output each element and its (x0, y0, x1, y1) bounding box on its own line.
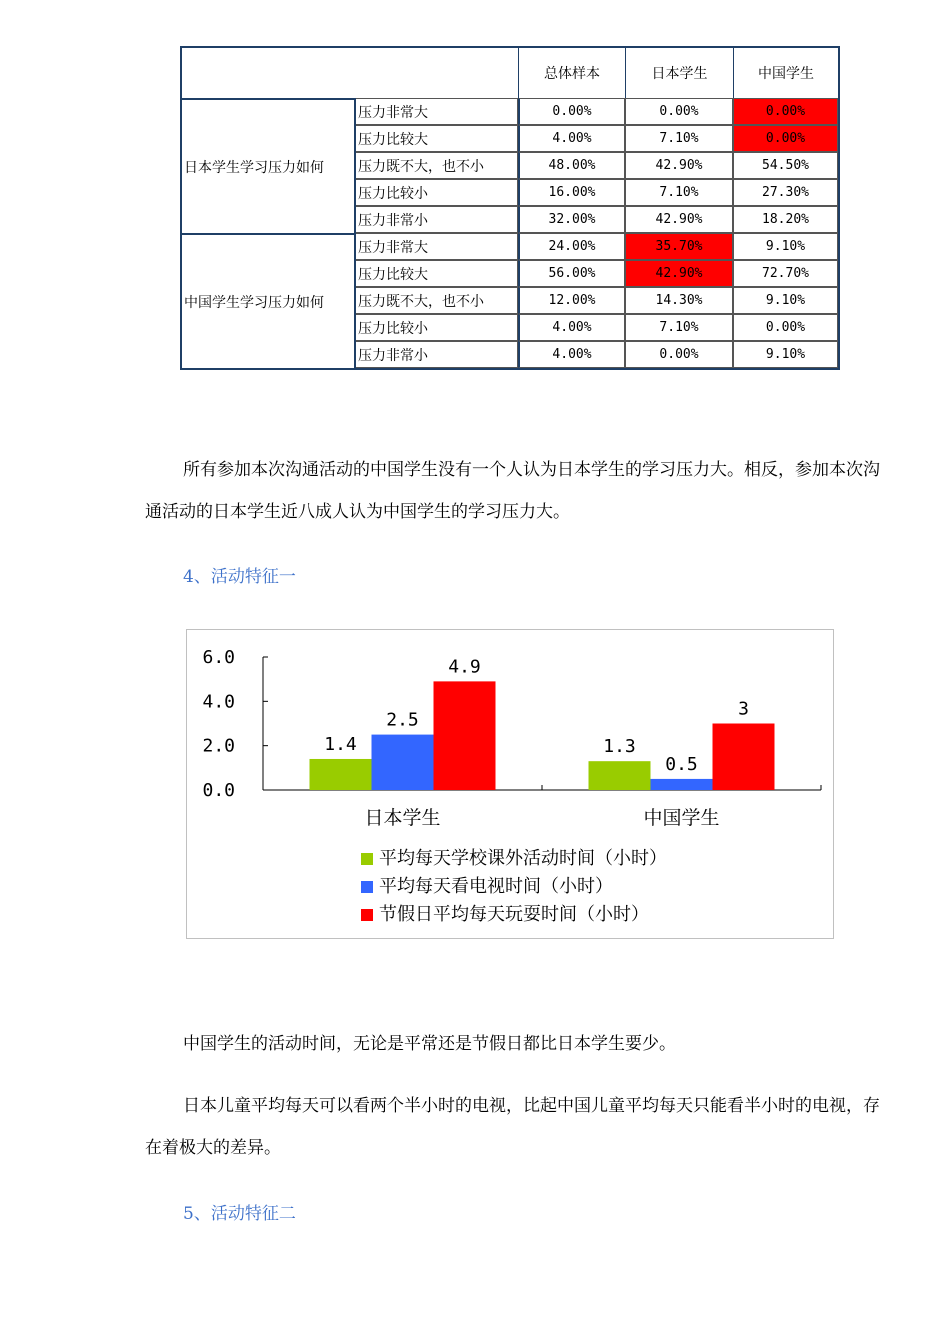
legend-label: 节假日平均每天玩耍时间（小时） (379, 904, 649, 925)
value-cell: 72.70% (733, 260, 838, 287)
bar-value-label: 3 (738, 698, 749, 720)
bar-value-label: 1.4 (324, 733, 357, 755)
value-cell: 42.90% (625, 260, 733, 287)
value-cell: 0.00% (625, 341, 733, 368)
value-cell: 27.30% (733, 179, 838, 206)
legend-swatch (361, 909, 373, 921)
stress-survey-table (180, 46, 840, 370)
value-cell: 14.30% (625, 287, 733, 314)
legend-label: 平均每天学校课外活动时间（小时） (379, 848, 667, 869)
value-cell: 48.00% (518, 152, 625, 179)
value-cell: 16.00% (518, 179, 625, 206)
header-japanese-students: 日本学生 (625, 48, 733, 98)
value-cell: 4.00% (518, 314, 625, 341)
bar (651, 779, 713, 790)
value-cell: 7.10% (625, 314, 733, 341)
header-chinese-students: 中国学生 (733, 48, 838, 98)
value-cell: 24.00% (518, 233, 625, 260)
value-cell: 4.00% (518, 125, 625, 152)
y-tick-label: 4.0 (202, 691, 235, 713)
y-tick-label: 2.0 (202, 735, 235, 757)
option-label: 压力非常小 (356, 341, 518, 368)
activity-time-chart-frame (186, 629, 834, 939)
option-label: 压力既不大，也不小 (356, 152, 518, 179)
bar (372, 735, 434, 790)
bar (713, 724, 775, 791)
value-cell: 7.10% (625, 125, 733, 152)
section-heading-activity-1: 4、活动特征一 (183, 567, 296, 587)
paragraph-stress-summary: 所有参加本次沟通活动的中国学生没有一个人认为日本学生的学习压力大。相反，参加本次沟通活动的日本学生近八成人认为中国学生的学习压力大。 (145, 460, 880, 522)
value-cell: 35.70% (625, 233, 733, 260)
table-row (182, 98, 838, 125)
value-cell: 4.00% (518, 341, 625, 368)
value-cell: 0.00% (518, 98, 625, 125)
table-header-row (182, 48, 838, 98)
value-cell: 12.00% (518, 287, 625, 314)
group-label: 日本学生学习压力如何 (182, 98, 356, 233)
value-cell: 9.10% (733, 287, 838, 314)
value-cell: 0.00% (625, 98, 733, 125)
bar-value-label: 4.9 (448, 656, 481, 678)
legend-swatch (361, 881, 373, 893)
bar-value-label: 2.5 (386, 709, 419, 731)
value-cell: 0.00% (733, 98, 838, 125)
header-total-sample: 总体样本 (518, 48, 625, 98)
section-heading-activity-2: 5、活动特征二 (183, 1204, 296, 1224)
value-cell: 9.10% (733, 341, 838, 368)
option-label: 压力比较大 (356, 125, 518, 152)
y-tick-label: 6.0 (202, 647, 235, 668)
option-label: 压力比较大 (356, 260, 518, 287)
value-cell: 56.00% (518, 260, 625, 287)
category-label: 日本学生 (364, 807, 441, 829)
option-label: 压力比较小 (356, 179, 518, 206)
value-cell: 0.00% (733, 125, 838, 152)
value-cell: 54.50% (733, 152, 838, 179)
option-label: 压力非常大 (356, 98, 518, 125)
value-cell: 9.10% (733, 233, 838, 260)
value-cell: 42.90% (625, 152, 733, 179)
paragraph-tv-comparison: 日本儿童平均每天可以看两个半小时的电视，比起中国儿童平均每天只能看半小时的电视，存在着极大的差异。 (145, 1096, 880, 1158)
bar (310, 759, 372, 790)
legend-label: 平均每天看电视时间（小时） (379, 876, 613, 897)
value-cell: 18.20% (733, 206, 838, 233)
paragraph-activity-summary: 中国学生的活动时间，无论是平常还是节假日都比日本学生要少。 (183, 1034, 676, 1054)
header-blank (182, 48, 518, 98)
option-label: 压力非常大 (356, 233, 518, 260)
bar-value-label: 1.3 (603, 736, 636, 758)
option-label: 压力比较小 (356, 314, 518, 341)
value-cell: 7.10% (625, 179, 733, 206)
option-label: 压力非常小 (356, 206, 518, 233)
value-cell: 0.00% (733, 314, 838, 341)
bar (434, 681, 496, 790)
activity-time-chart (187, 630, 833, 938)
category-label: 中国学生 (643, 807, 720, 829)
bar (589, 761, 651, 790)
value-cell: 32.00% (518, 206, 625, 233)
table-row (182, 233, 838, 260)
value-cell: 42.90% (625, 206, 733, 233)
group-label: 中国学生学习压力如何 (182, 233, 356, 368)
bar-value-label: 0.5 (665, 753, 698, 775)
option-label: 压力既不大，也不小 (356, 287, 518, 314)
legend-swatch (361, 853, 373, 865)
y-tick-label: 0.0 (202, 780, 235, 801)
